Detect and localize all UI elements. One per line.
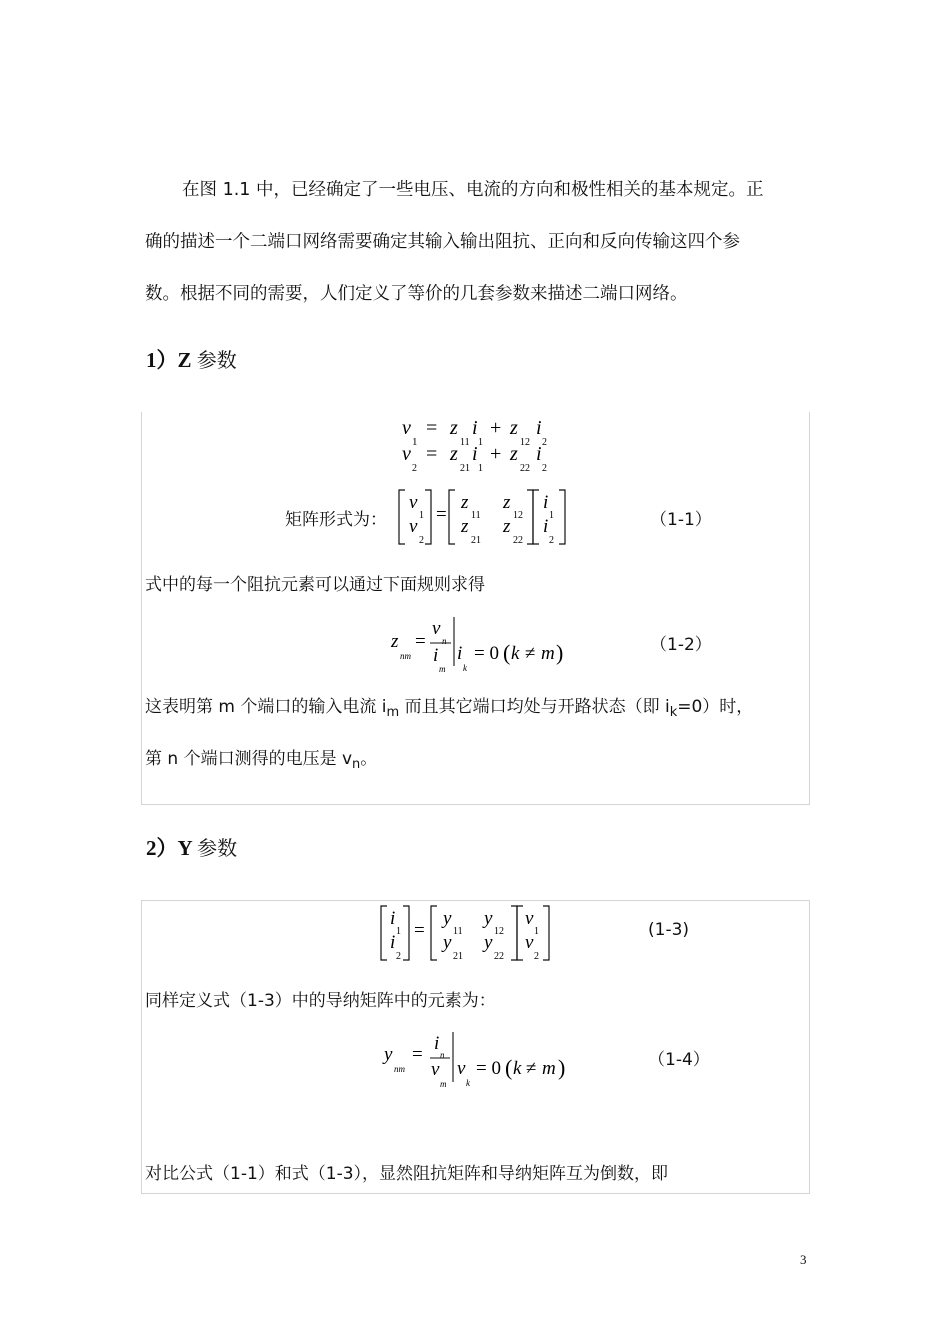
svg-text:=: = — [414, 920, 425, 941]
z-equation-system — [390, 412, 570, 476]
svg-text:n: n — [442, 636, 447, 646]
svg-text:1: 1 — [549, 510, 554, 521]
svg-text:v: v — [432, 618, 441, 639]
svg-text:i: i — [536, 443, 542, 465]
svg-text:m: m — [541, 643, 555, 664]
svg-text:22: 22 — [520, 463, 530, 474]
y-nm-formula — [380, 1030, 580, 1094]
svg-text:v: v — [409, 492, 418, 513]
svg-text:+: + — [490, 417, 502, 439]
svg-text:y: y — [443, 932, 452, 953]
svg-text:2: 2 — [419, 535, 424, 546]
svg-text:i: i — [390, 908, 396, 929]
svg-text:k: k — [466, 1078, 470, 1088]
section-1-title: 参数 — [196, 348, 237, 372]
intro-line-1: 在图 1.1 中，已经确定了一些电压、电流的方向和极性相关的基本规定。正 — [182, 180, 764, 200]
svg-text:z: z — [510, 417, 518, 439]
svg-text:k: k — [463, 663, 467, 673]
svg-text:21: 21 — [460, 463, 470, 474]
svg-text:m: m — [439, 664, 446, 674]
z-matrix-equation — [395, 486, 575, 548]
svg-text:i: i — [472, 417, 478, 439]
equation-1-4-number: （1-4） — [648, 1050, 710, 1070]
svg-text:z: z — [461, 492, 469, 513]
equation-1-1-number: （1-1） — [650, 510, 712, 530]
intro-line-2: 确的描述一个二端口网络需要确定其输入输出阻抗、正向和反向传输这四个参 — [145, 232, 740, 252]
svg-text:21: 21 — [471, 535, 481, 546]
svg-text:y: y — [484, 932, 493, 953]
svg-text:≠: ≠ — [526, 1058, 537, 1079]
svg-text:): ) — [556, 640, 564, 665]
svg-text:2: 2 — [542, 437, 547, 448]
svg-text:y: y — [443, 908, 452, 929]
svg-text:k: k — [513, 1058, 522, 1079]
svg-text:nm: nm — [400, 651, 411, 661]
svg-text:= 0: = 0 — [476, 1058, 501, 1079]
svg-text:z: z — [450, 443, 458, 465]
svg-text:1: 1 — [534, 926, 539, 937]
matrix-form-label: 矩阵形式为： — [285, 510, 387, 530]
svg-text:z: z — [461, 516, 469, 537]
svg-text:1: 1 — [478, 437, 483, 448]
svg-text:v: v — [525, 908, 534, 929]
svg-text:2: 2 — [549, 535, 554, 546]
section-1-heading — [146, 344, 237, 374]
svg-text:v: v — [525, 932, 534, 953]
intro-line-3: 数。根据不同的需要，人们定义了等价的几套参数来描述二端口网络。 — [145, 284, 688, 304]
svg-text:i: i — [434, 1033, 440, 1054]
z-nm-formula — [385, 614, 585, 678]
svg-text:12: 12 — [494, 926, 504, 937]
svg-text:1: 1 — [419, 510, 424, 521]
svg-text:v: v — [402, 417, 411, 439]
svg-text:v: v — [431, 1059, 440, 1080]
svg-text:2: 2 — [396, 951, 401, 962]
section-2-title: 参数 — [197, 836, 238, 860]
svg-text:2: 2 — [534, 951, 539, 962]
svg-text:y: y — [484, 908, 493, 929]
svg-text:z: z — [391, 631, 399, 652]
svg-text:2: 2 — [412, 463, 417, 474]
svg-text:2: 2 — [542, 463, 547, 474]
svg-text:n: n — [440, 1050, 445, 1060]
svg-text:=: = — [412, 1044, 423, 1065]
svg-text:v: v — [402, 443, 411, 465]
svg-text:=: = — [426, 443, 438, 465]
svg-text:m: m — [542, 1058, 556, 1079]
svg-text:i: i — [543, 516, 549, 537]
svg-text:1: 1 — [412, 436, 418, 448]
compare-text: 对比公式（1-1）和式（1-3），显然阻抗矩阵和导纳矩阵互为倒数，即 — [145, 1164, 669, 1184]
svg-text:=: = — [436, 504, 447, 525]
svg-text:(: ( — [503, 640, 511, 665]
svg-text:v: v — [457, 1058, 466, 1079]
svg-text:22: 22 — [494, 951, 504, 962]
svg-text:m: m — [440, 1079, 447, 1089]
svg-text:=: = — [426, 417, 438, 439]
svg-text:k: k — [511, 643, 520, 664]
svg-text:22: 22 — [513, 535, 523, 546]
explanation-line-1: 这表明第 m 个端口的输入电流 $i_m$ 而且其它端口均处与开路状态（即 $i_k=0$）时， — [145, 697, 754, 720]
svg-text:z: z — [510, 443, 518, 465]
equation-1-2-number: （1-2） — [650, 635, 712, 655]
svg-text:21: 21 — [453, 951, 463, 962]
svg-text:≠: ≠ — [525, 643, 536, 664]
explanation-line-2: 第 n 个端口测得的电压是 $v_n$。 — [145, 749, 378, 772]
svg-text:i: i — [457, 643, 463, 664]
svg-text:(: ( — [505, 1055, 513, 1080]
svg-text:z: z — [503, 492, 511, 513]
svg-text:= 0: = 0 — [474, 643, 499, 664]
svg-text:12: 12 — [520, 437, 530, 448]
svg-text:y: y — [384, 1044, 393, 1065]
svg-text:i: i — [536, 417, 542, 439]
svg-text:i: i — [433, 645, 439, 666]
svg-text:+: + — [490, 443, 502, 465]
rule-text: 式中的每一个阻抗元素可以通过下面规则求得 — [145, 575, 485, 595]
svg-text:i: i — [390, 932, 396, 953]
svg-text:z: z — [450, 417, 458, 439]
svg-text:=: = — [415, 631, 426, 652]
equation-1-3-number: (1-3) — [648, 920, 690, 940]
svg-text:nm: nm — [394, 1064, 405, 1074]
svg-text:): ) — [558, 1055, 566, 1080]
svg-text:i: i — [543, 492, 549, 513]
section-1-number: 1）Z — [146, 348, 192, 372]
svg-text:1: 1 — [396, 926, 401, 937]
svg-text:11: 11 — [460, 437, 470, 448]
y-matrix-equation — [377, 902, 557, 964]
svg-text:i: i — [472, 443, 478, 465]
svg-text:11: 11 — [453, 926, 463, 937]
svg-text:1: 1 — [478, 463, 483, 474]
svg-text:11: 11 — [471, 510, 481, 521]
page-number: 3 — [800, 1252, 807, 1267]
svg-text:z: z — [503, 516, 511, 537]
section-2-number: 2）Y — [146, 836, 192, 860]
section-2-heading — [146, 832, 237, 862]
definition-text: 同样定义式（1-3）中的导纳矩阵中的元素为： — [145, 991, 496, 1011]
svg-text:v: v — [409, 516, 418, 537]
svg-text:12: 12 — [513, 510, 523, 521]
